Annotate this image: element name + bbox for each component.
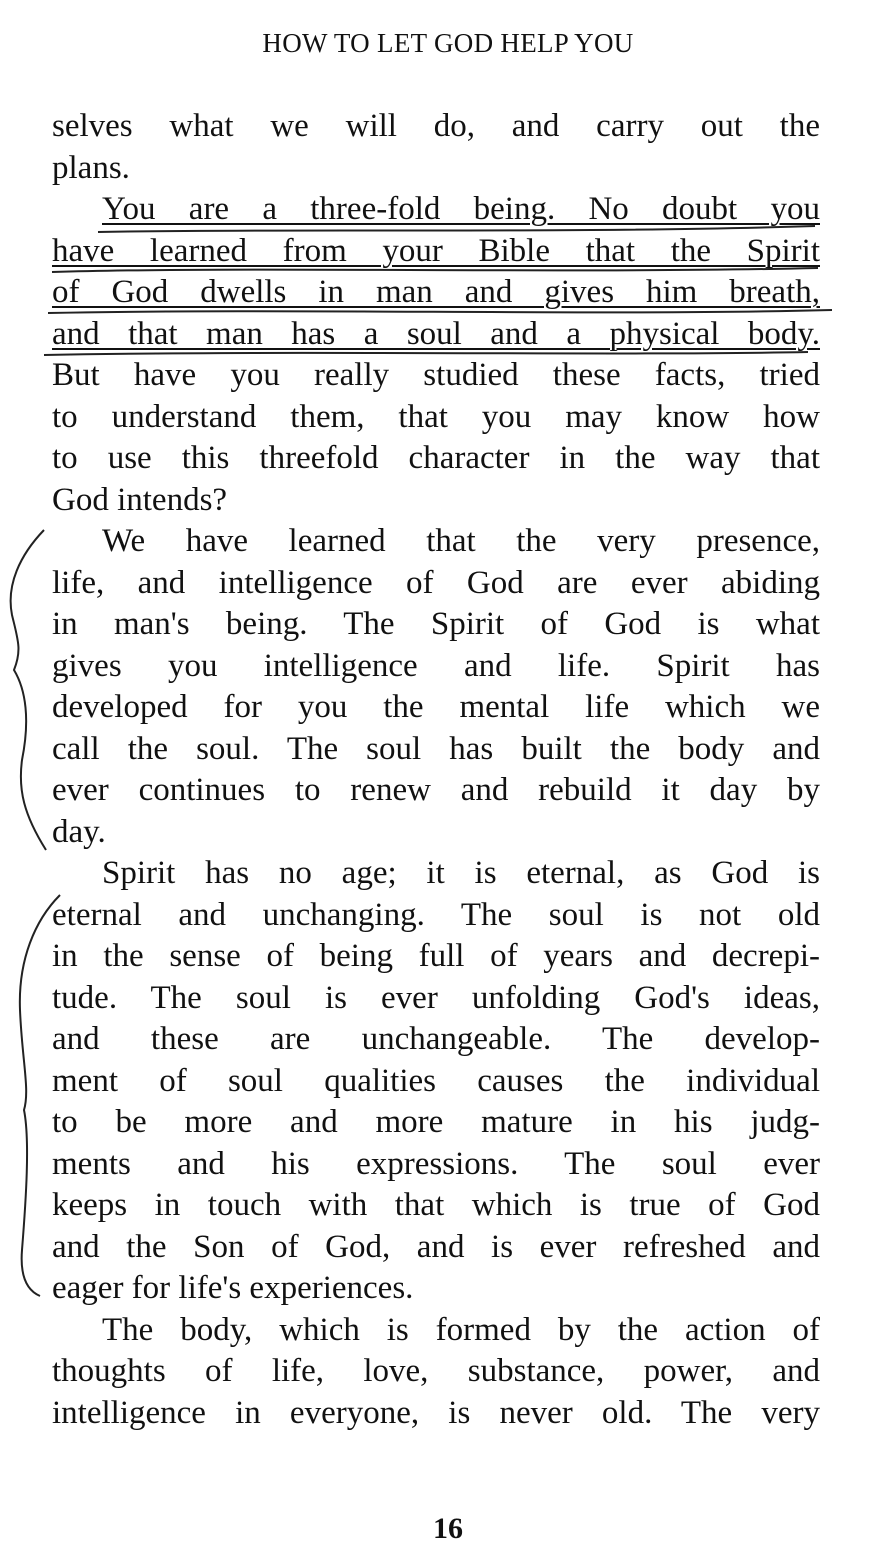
text-line (52, 853, 820, 895)
text-line-content: God intends? (52, 481, 228, 518)
text-line (52, 231, 820, 273)
text-line-content: eternal and unchanging. The soul is not old (52, 896, 820, 933)
text-line (52, 563, 820, 605)
text-line (52, 1310, 820, 1352)
text-line-content: life, and intelligence of God are ever abiding (52, 564, 820, 601)
text-line-content: ments and his expressions. The soul ever (52, 1145, 820, 1182)
text-line (52, 1393, 820, 1435)
text-line-content: selves what we will do, and carry out the (52, 108, 820, 144)
text-line (52, 1061, 820, 1103)
text-line (52, 1268, 820, 1310)
text-line (52, 438, 820, 480)
text-line-content: intelligence in everyone, is never old. The very (52, 1394, 820, 1431)
text-line-content: plans. (52, 149, 130, 186)
text-line (52, 148, 820, 190)
text-line (52, 687, 820, 729)
text-line-content: to be more and more mature in his judg- (52, 1104, 820, 1140)
text-line-content: developed for you the mental life which we (52, 689, 820, 725)
text-line (52, 1144, 820, 1186)
text-line-content: of God dwells in man and gives him breath, (52, 274, 820, 310)
text-line-content: But have you really studied these facts, tried (52, 357, 820, 393)
text-line-content: keeps in touch with that which is true of God (52, 1187, 820, 1223)
text-line (52, 936, 820, 978)
text-line-content: You are a three-fold being. No doubt you (102, 191, 820, 227)
page-number: 16 (433, 1512, 463, 1545)
text-line-content: gives you intelligence and life. Spirit has (52, 647, 820, 684)
text-line-content: Spirit has no age; it is eternal, as God is (102, 855, 820, 891)
text-line-content: We have learned that the very presence, (102, 523, 820, 559)
text-line (52, 770, 820, 812)
text-line (52, 1351, 820, 1393)
pen-bracket-1 (11, 530, 46, 850)
text-line-content: ment of soul qualities causes the individual (52, 1062, 820, 1099)
text-line-content: The body, which is formed by the action of (102, 1311, 820, 1348)
text-line (52, 1185, 820, 1227)
text-line (52, 480, 820, 522)
text-line-content: eager for life's experiences. (52, 1270, 414, 1306)
text-line-content: have learned from your Bible that the Spirit (52, 232, 820, 269)
text-line (52, 189, 820, 231)
running-header: HOW TO LET GOD HELP YOU (262, 28, 634, 58)
text-line-content: and these are unchangeable. The develop- (52, 1021, 820, 1057)
text-line-content: and the Son of God, and is ever refreshed and (52, 1228, 820, 1265)
text-line (52, 106, 820, 148)
text-line-content: to use this threefold character in the way that (52, 440, 820, 476)
text-line (52, 521, 820, 563)
text-line-content: ever continues to renew and rebuild it day by (52, 772, 820, 808)
text-line (52, 1227, 820, 1269)
text-line (52, 604, 820, 646)
text-line (52, 895, 820, 937)
text-line-content: and that man has a soul and a physical body. (52, 315, 820, 352)
text-line (52, 729, 820, 771)
text-line-content: in the sense of being full of years and decrepi- (52, 938, 820, 974)
text-line-content: in man's being. The Spirit of God is what (52, 606, 820, 642)
text-line-content: to understand them, that you may know how (52, 398, 820, 435)
text-line (52, 314, 820, 356)
text-line-content: day. (52, 813, 106, 850)
text-line (52, 1019, 820, 1061)
text-line (52, 646, 820, 688)
text-line (52, 812, 820, 854)
text-line-content: call the soul. The soul has built the body and (52, 730, 820, 767)
text-line (52, 1102, 820, 1144)
text-line-content: thoughts of life, love, substance, power, and (52, 1353, 820, 1389)
text-line-content: tude. The soul is ever unfolding God's ideas, (52, 979, 820, 1016)
text-line (52, 272, 820, 314)
text-line (52, 355, 820, 397)
text-line (52, 397, 820, 439)
body-text (52, 106, 820, 1434)
text-line (52, 978, 820, 1020)
